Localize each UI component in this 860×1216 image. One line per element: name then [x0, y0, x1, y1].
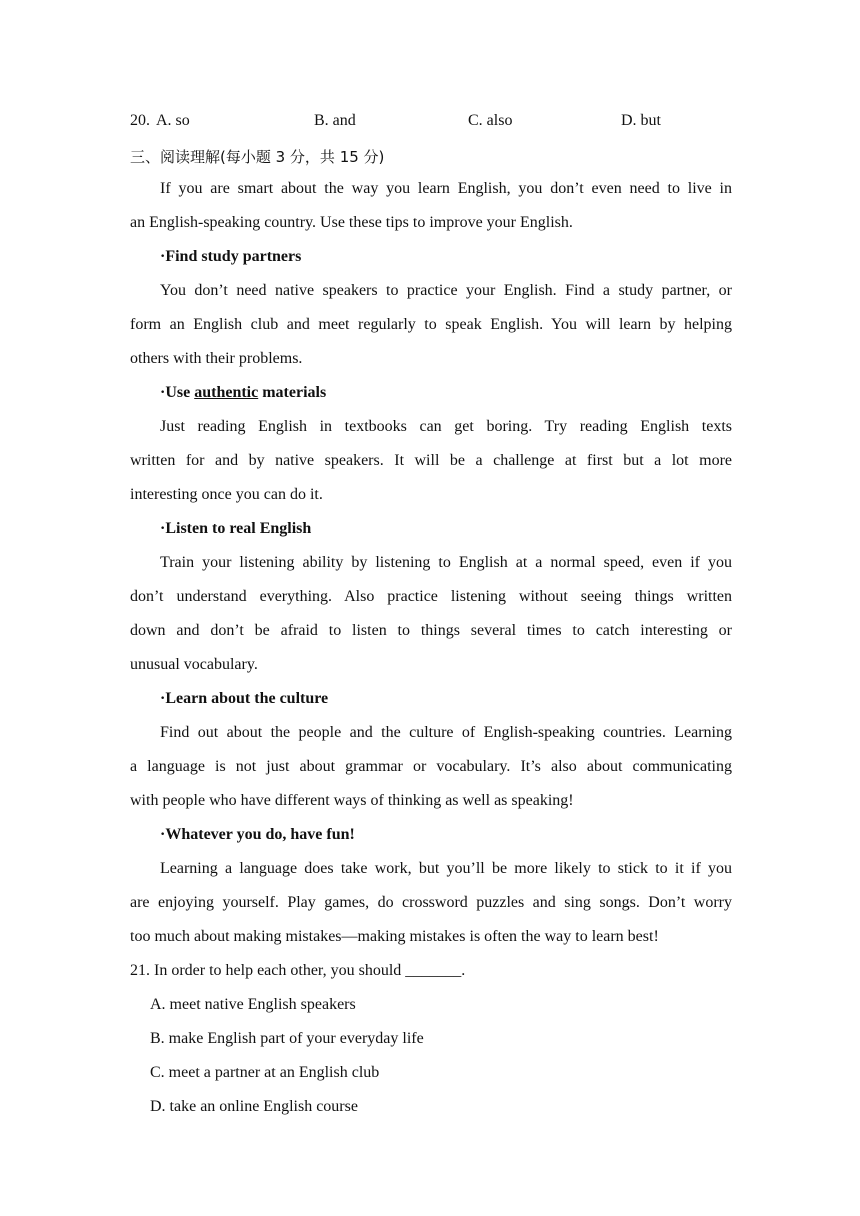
tip-3-line-2: don’t understand everything. Also practice listening without seeing things written: [130, 588, 732, 605]
section-title: 三、阅读理解(每小题 3 分，共 15 分): [130, 148, 385, 166]
tip-3-line-4: unusual vocabulary.: [130, 656, 258, 673]
tip-2-heading-pre: ·Use: [160, 384, 195, 401]
q21-option-b: B. make English part of your everyday life: [150, 1030, 424, 1047]
tip-1-line-1: You don’t need native speakers to practice your English. Find a study partner, or: [160, 282, 732, 299]
tip-3-heading: ·Listen to real English: [160, 520, 312, 537]
q21-option-a: A. meet native English speakers: [150, 996, 356, 1013]
tip-2-line-2: written for and by native speakers. It will be a challenge at first but a lot more: [130, 452, 732, 469]
tip-1-line-2: form an English club and meet regularly to speak English. You will learn by helping: [130, 316, 732, 333]
q20-option-a: A. so: [156, 112, 190, 129]
q20-option-b: B. and: [314, 112, 356, 129]
tip-2-heading: [160, 384, 732, 402]
tip-4-line-1: Find out about the people and the culture of English-speaking countries. Learning: [160, 724, 732, 741]
q20-option-c: C. also: [468, 112, 513, 129]
tip-5-line-3: too much about making mistakes—making mistakes is often the way to learn best!: [130, 928, 659, 945]
q21-stem: 21. In order to help each other, you should _______.: [130, 962, 466, 979]
tip-3-line-3: down and don’t be afraid to listen to things several times to catch interesting or: [130, 622, 732, 639]
q20-number: 20.: [130, 112, 150, 129]
tip-2-line-1: Just reading English in textbooks can get boring. Try reading English texts: [160, 418, 732, 435]
tip-1-heading: ·Find study partners: [160, 248, 302, 265]
q21-option-c: C. meet a partner at an English club: [150, 1064, 380, 1081]
q20-option-d: D. but: [621, 112, 661, 129]
tip-2-line-3: interesting once you can do it.: [130, 486, 323, 503]
q21-option-d: D. take an online English course: [150, 1098, 358, 1115]
tip-2-heading-post: materials: [258, 384, 327, 401]
tip-5-heading: ·Whatever you do, have fun!: [160, 826, 355, 843]
intro-line-1: If you are smart about the way you learn English, you don’t even need to live in: [160, 180, 732, 197]
intro-line-2: an English-speaking country. Use these tips to improve your English.: [130, 214, 573, 231]
tip-4-heading: ·Learn about the culture: [160, 690, 329, 707]
tip-4-line-3: with people who have different ways of thinking as well as speaking!: [130, 792, 574, 809]
tip-2-heading-underlined: authentic: [194, 384, 259, 401]
tip-4-line-2: a language is not just about grammar or vocabulary. It’s also about communicating: [130, 758, 732, 775]
tip-5-line-2: are enjoying yourself. Play games, do crossword puzzles and sing songs. Don’t worry: [130, 894, 732, 911]
tip-5-line-1: Learning a language does take work, but you’ll be more likely to stick to it if you: [160, 860, 732, 877]
tip-1-line-3: others with their problems.: [130, 350, 303, 367]
tip-3-line-1: Train your listening ability by listening to English at a normal speed, even if you: [160, 554, 732, 571]
